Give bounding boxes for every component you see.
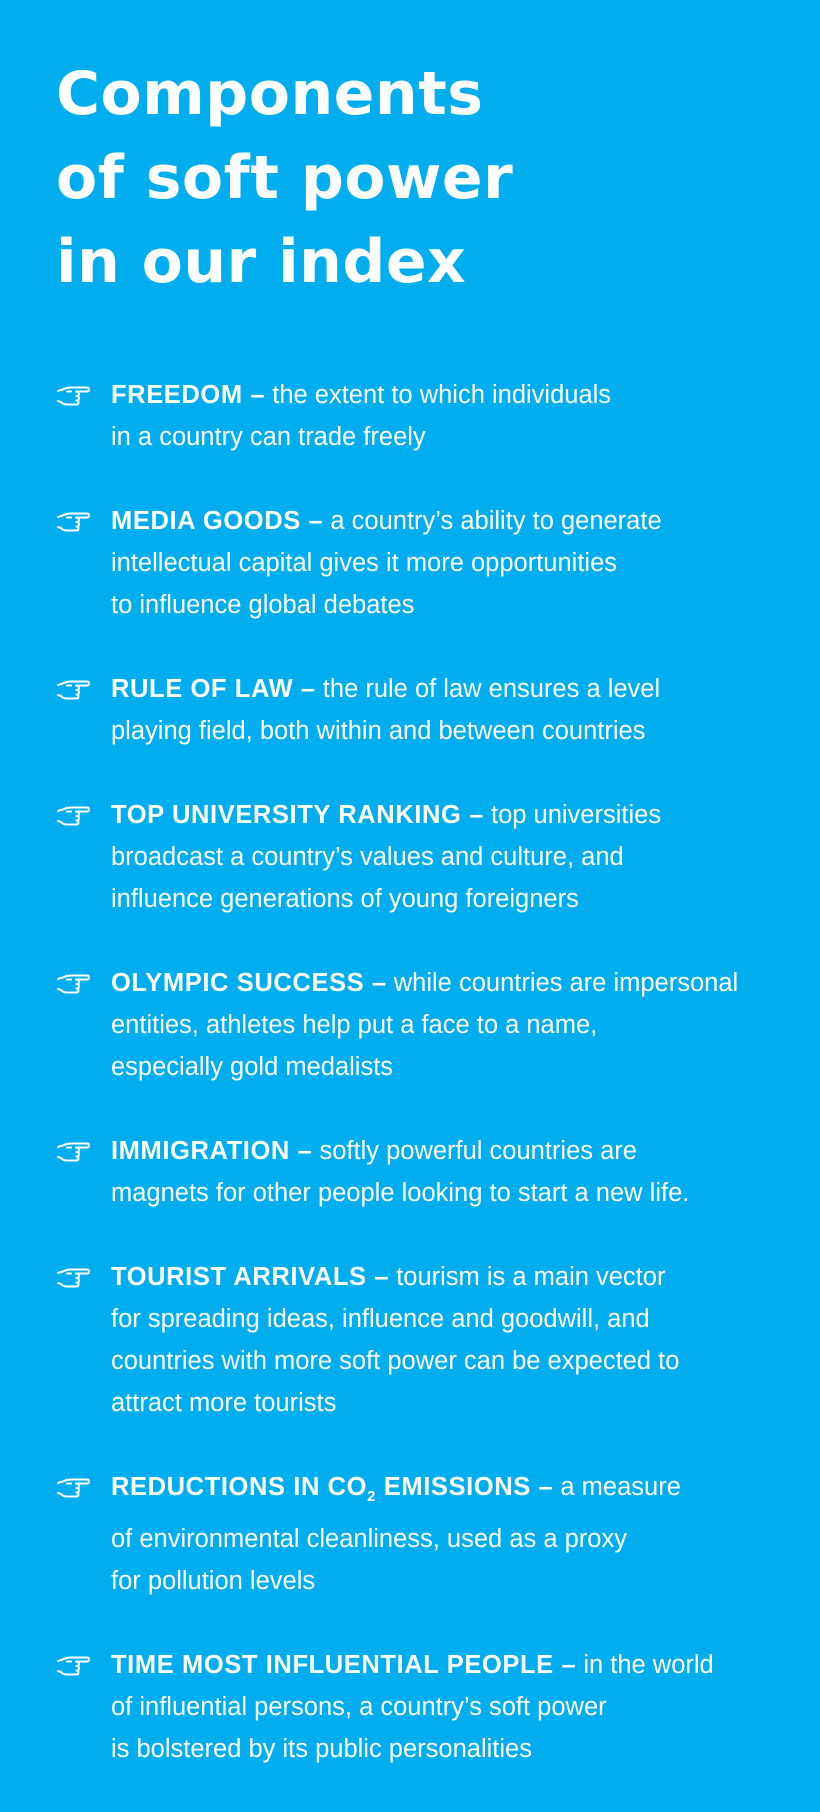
item-term-part: REDUCTIONS IN CO bbox=[111, 1473, 368, 1501]
components-list bbox=[56, 374, 806, 1812]
pointing-hand-icon bbox=[56, 509, 90, 533]
item-term: MEDIA GOODS – bbox=[111, 507, 324, 535]
item-line: playing field, both within and between countries bbox=[111, 717, 646, 745]
item-line: for spreading ideas, influence and goodwill, and bbox=[111, 1305, 650, 1333]
pointing-hand-icon bbox=[56, 1475, 90, 1499]
page-title bbox=[56, 52, 756, 304]
item-term: TIME MOST INFLUENTIAL PEOPLE – bbox=[111, 1651, 577, 1679]
list-item-time-most-influential bbox=[56, 1644, 806, 1770]
item-first-line bbox=[111, 1256, 806, 1298]
item-line: intellectual capital gives it more opportunities bbox=[111, 549, 618, 577]
title-line: of soft power bbox=[56, 143, 514, 213]
item-first-line bbox=[111, 962, 806, 1004]
item-first-line bbox=[111, 1644, 806, 1686]
pointing-hand-icon bbox=[56, 383, 90, 407]
list-item-freedom bbox=[56, 374, 806, 458]
item-first-line bbox=[111, 668, 806, 710]
pointing-hand-icon bbox=[56, 677, 90, 701]
item-term: TOP UNIVERSITY RANKING – bbox=[111, 801, 484, 829]
item-line: to influence global debates bbox=[111, 591, 415, 619]
item-line: countries with more soft power can be expected to bbox=[111, 1347, 680, 1375]
item-line: is bolstered by its public personalities bbox=[111, 1735, 532, 1763]
pointing-hand-icon bbox=[56, 1653, 90, 1677]
list-item-media-goods bbox=[56, 500, 806, 626]
item-first-line bbox=[111, 1130, 806, 1172]
item-term: TOURIST ARRIVALS – bbox=[111, 1263, 390, 1291]
item-text: in the world bbox=[576, 1651, 714, 1679]
item-line: attract more tourists bbox=[111, 1389, 337, 1417]
pointing-hand-icon bbox=[56, 803, 90, 827]
item-first-line bbox=[111, 374, 806, 416]
list-item-top-university-ranking bbox=[56, 794, 806, 920]
pointing-hand-icon bbox=[56, 971, 90, 995]
item-first-line bbox=[111, 794, 806, 836]
item-line: in a country can trade freely bbox=[111, 423, 426, 451]
item-line: of environmental cleanliness, used as a proxy bbox=[111, 1525, 627, 1553]
item-text: tourism is a main vector bbox=[389, 1263, 666, 1291]
item-first-line bbox=[111, 1466, 806, 1518]
item-term: FREEDOM – bbox=[111, 381, 266, 409]
item-text: the extent to which individuals bbox=[265, 381, 612, 409]
item-line: for pollution levels bbox=[111, 1567, 316, 1595]
item-term: RULE OF LAW – bbox=[111, 675, 316, 703]
subscript-two: 2 bbox=[367, 1488, 377, 1505]
pointing-hand-icon bbox=[56, 1139, 90, 1163]
pointing-hand-icon bbox=[56, 1265, 90, 1289]
item-term: OLYMPIC SUCCESS – bbox=[111, 969, 387, 997]
item-first-line bbox=[111, 500, 806, 542]
list-item-co2-emissions bbox=[56, 1466, 806, 1602]
item-text: top universities bbox=[483, 801, 662, 829]
item-line: broadcast a country’s values and culture, and bbox=[111, 843, 624, 871]
list-item-immigration bbox=[56, 1130, 806, 1214]
item-text: a measure bbox=[553, 1473, 681, 1501]
item-text: the rule of law ensures a level bbox=[315, 675, 661, 703]
title-line: in our index bbox=[56, 227, 467, 297]
item-line: influence generations of young foreigners bbox=[111, 885, 579, 913]
title-line: Components bbox=[56, 59, 484, 129]
item-line: especially gold medalists bbox=[111, 1053, 394, 1081]
item-line: of influential persons, a country’s soft power bbox=[111, 1693, 607, 1721]
item-line: magnets for other people looking to start a new life. bbox=[111, 1179, 690, 1207]
item-text: softly powerful countries are bbox=[312, 1137, 637, 1165]
list-item-tourist-arrivals bbox=[56, 1256, 806, 1424]
item-text: a country’s ability to generate bbox=[323, 507, 662, 535]
item-line: entities, athletes help put a face to a name, bbox=[111, 1011, 598, 1039]
item-term bbox=[111, 1473, 554, 1505]
list-item-rule-of-law bbox=[56, 668, 806, 752]
item-term-part: EMISSIONS – bbox=[376, 1473, 554, 1501]
item-text: while countries are impersonal bbox=[386, 969, 739, 997]
item-term: IMMIGRATION – bbox=[111, 1137, 313, 1165]
list-item-olympic-success bbox=[56, 962, 806, 1088]
